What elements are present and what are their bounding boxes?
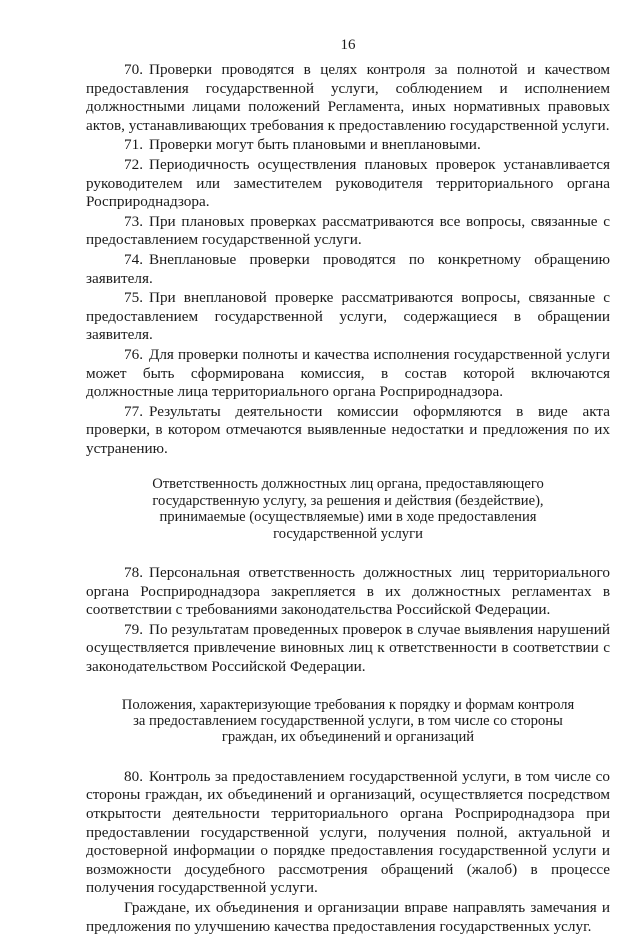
paragraph-text: При внеплановой проверке рассматриваются вопросы, связанные с предоставлением государственной услуги, содержащиеся в обращении заявителя. [86, 289, 610, 344]
paragraph-78 [86, 564, 610, 620]
paragraph-number: 72. [124, 155, 143, 173]
paragraph-text: При плановых проверках рассматриваются все вопросы, связанные с предоставлением государственной услуги. [86, 212, 610, 249]
paragraph-70 [86, 61, 610, 135]
paragraph-text: Проверки могут быть плановыми и внеплановыми. [148, 136, 481, 154]
paragraph-79 [86, 621, 610, 677]
paragraph-text: Периодичность осуществления плановых проверок устанавливается руководителем или заместителем руководителя территориального органа Росприроднадзора. [86, 155, 610, 211]
paragraph-number: 70. [124, 61, 143, 78]
paragraph-74 [86, 251, 610, 288]
paragraph-group-a [86, 61, 610, 458]
paragraph-71 [86, 136, 610, 155]
paragraph-group-c [86, 768, 610, 936]
paragraph-75 [86, 289, 610, 345]
page-number: 16 [340, 37, 356, 53]
paragraph-text: Граждане, их объединения и организации вправе направлять замечания и предложения по улучшению качества предоставления государственных услуг. [86, 899, 610, 935]
paragraph-number: 71. [124, 136, 143, 154]
paragraph-number: 75. [124, 289, 143, 307]
document-page [86, 36, 610, 937]
paragraph-number: 78. [124, 564, 143, 582]
paragraph-72 [86, 156, 610, 212]
paragraph-text: Результаты деятельности комиссии оформляются в виде акта проверки, в котором отмечаются выявленные недостатки и предложения по их устранению. [86, 402, 610, 457]
paragraph-group-b [86, 564, 610, 677]
paragraph-number: 80. [124, 767, 143, 785]
paragraph-text: Контроль за предоставлением государственной услуги, в том числе со стороны граждан, их объединений и организаций, осуществляется посредством открытости деятельности территориального органа Росприроднадзора при предоставлении государственной услуги, получения полной, актуальной и достоверной информации о порядке предоставления государственной услуги и возможности досудебного рассмотрения обращений (жалоб) в процессе получения государственной услуги. [86, 767, 610, 897]
paragraph-number: 77. [124, 402, 143, 420]
section-heading-control-provisions: Положения, характеризующие требования к порядку и формам контроля за предоставлением государственной услуги, в том числе со стороны граждан, их объединений и организаций [121, 696, 575, 746]
paragraph-73 [86, 213, 610, 250]
paragraph-number: 79. [124, 620, 143, 638]
paragraph-text: По результатам проведенных проверок в случае выявления нарушений осуществляется привлечение виновных лиц к ответственности в соответствии с законодательством Российской Федерации. [86, 620, 610, 676]
paragraph-text: Персональная ответственность должностных лиц территориального органа Росприроднадзора закрепляется в их должностных регламентах в соответствии с требованиями законодательства Российской Федерации. [86, 564, 610, 619]
paragraph-number: 73. [124, 212, 143, 230]
paragraph-80 [86, 768, 610, 898]
paragraph-77 [86, 403, 610, 459]
paragraph-number: 76. [124, 345, 143, 363]
paragraph-76 [86, 346, 610, 402]
paragraph-text: Для проверки полноты и качества исполнения государственной услуги может быть сформирована комиссия, в состав которой включаются должностные лица территориального органа Росприроднадзора. [86, 345, 610, 401]
section-heading-responsibility: Ответственность должностных лиц органа, предоставляющего государственную услугу, за решения и действия (бездействие), принимаемые (осуществляемые) ими в ходе предоставления государственной услуги [152, 476, 544, 542]
paragraph-text: Внеплановые проверки проводятся по конкретному обращению заявителя. [86, 250, 610, 287]
paragraph-number: 74. [124, 250, 143, 268]
paragraph-text: Проверки проводятся в целях контроля за полнотой и качеством предоставления государственной услуги, соблюдением и исполнением должностными лицами положений Регламента, иных нормативных правовых актов, устанавливающих требования к предоставлению государственной услуги. [86, 61, 610, 134]
